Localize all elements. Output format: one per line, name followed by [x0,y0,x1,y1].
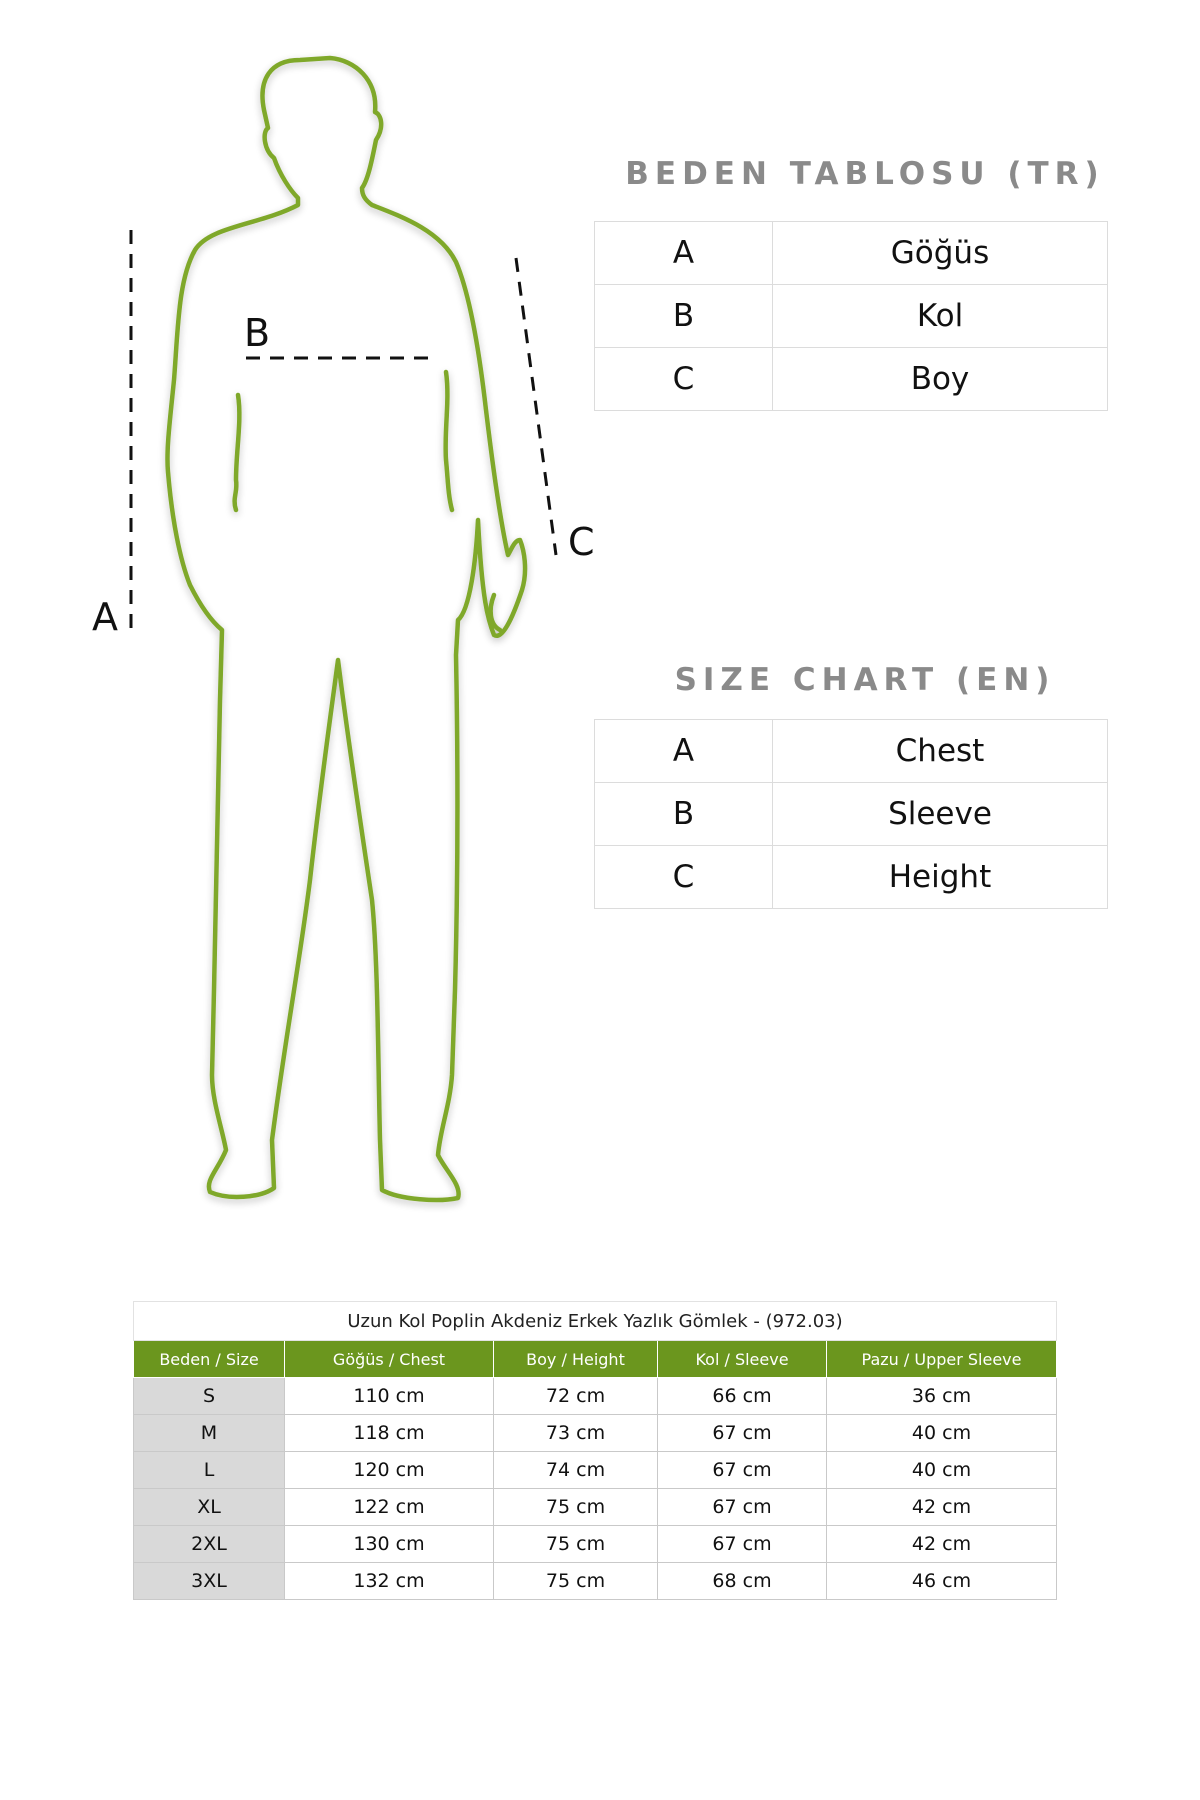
size-cell: 3XL [134,1563,285,1600]
size-table-header: Kol / Sleeve [658,1341,827,1378]
right-inner-arm-line [446,372,452,510]
en-legend-row [595,720,1108,783]
size-table-row [134,1452,1057,1489]
size-table-header: Beden / Size [134,1341,285,1378]
silhouette-outline [167,58,525,1200]
size-table [133,1301,1057,1600]
measurement-cell: 67 cm [658,1526,827,1563]
measurement-cell: 74 cm [494,1452,658,1489]
measurement-cell: 118 cm [285,1415,494,1452]
measurement-cell: 75 cm [494,1489,658,1526]
size-cell: L [134,1452,285,1489]
hand-detail [491,595,500,630]
size-cell: S [134,1378,285,1415]
size-cell: XL [134,1489,285,1526]
tr-legend-table [594,221,1108,411]
en-legend-value: Chest [773,720,1108,783]
size-table-row [134,1563,1057,1600]
size-table-header: Göğüs / Chest [285,1341,494,1378]
en-legend-value: Height [773,846,1108,909]
size-table-body [134,1378,1057,1600]
measurement-cell: 42 cm [827,1489,1057,1526]
measurement-cell: 67 cm [658,1415,827,1452]
measurement-cell: 75 cm [494,1526,658,1563]
measurement-cell: 46 cm [827,1563,1057,1600]
left-inner-arm-line [235,395,240,510]
measurement-cell: 132 cm [285,1563,494,1600]
measurement-cell: 75 cm [494,1563,658,1600]
measurement-cell: 40 cm [827,1415,1057,1452]
measurement-cell: 67 cm [658,1452,827,1489]
en-legend-table [594,719,1108,909]
size-table-container [133,1301,1057,1600]
measurement-cell: 66 cm [658,1378,827,1415]
size-cell: 2XL [134,1526,285,1563]
size-table-row [134,1415,1057,1452]
measure-label-a: A [92,595,118,639]
tr-legend-key: A [595,222,773,285]
body-silhouette-figure [0,0,640,1240]
size-table-row [134,1489,1057,1526]
tr-legend-value: Göğüs [773,222,1108,285]
measure-line-c [516,258,556,555]
tr-legend-key: B [595,285,773,348]
size-table-header-row [134,1341,1057,1378]
measurement-cell: 122 cm [285,1489,494,1526]
size-cell: M [134,1415,285,1452]
measurement-cell: 68 cm [658,1563,827,1600]
en-legend-row [595,846,1108,909]
measure-label-b: B [244,311,271,355]
en-legend-row [595,783,1108,846]
measurement-cell: 73 cm [494,1415,658,1452]
tr-legend-row [595,222,1108,285]
en-chart-title: SIZE CHART (EN) [674,662,1056,698]
tr-legend-row [595,285,1108,348]
tr-legend-value: Boy [773,348,1108,411]
measurement-cell: 36 cm [827,1378,1057,1415]
measurement-cell: 40 cm [827,1452,1057,1489]
tr-legend-value: Kol [773,285,1108,348]
en-legend-key: B [595,783,773,846]
tr-legend-key: C [595,348,773,411]
measure-label-c: C [568,520,595,564]
measurement-cell: 130 cm [285,1526,494,1563]
measurement-cell: 72 cm [494,1378,658,1415]
tr-chart-title: BEDEN TABLOSU (TR) [625,156,1105,192]
measurement-cell: 42 cm [827,1526,1057,1563]
tr-legend-row [595,348,1108,411]
measurement-cell: 120 cm [285,1452,494,1489]
size-table-row [134,1378,1057,1415]
en-legend-key: C [595,846,773,909]
measurement-cell: 110 cm [285,1378,494,1415]
measurement-cell: 67 cm [658,1489,827,1526]
en-legend-key: A [595,720,773,783]
size-table-caption: Uzun Kol Poplin Akdeniz Erkek Yazlık Gömlek - (972.03) [134,1302,1057,1341]
size-table-header: Pazu / Upper Sleeve [827,1341,1057,1378]
size-table-row [134,1526,1057,1563]
size-table-header: Boy / Height [494,1341,658,1378]
en-legend-value: Sleeve [773,783,1108,846]
